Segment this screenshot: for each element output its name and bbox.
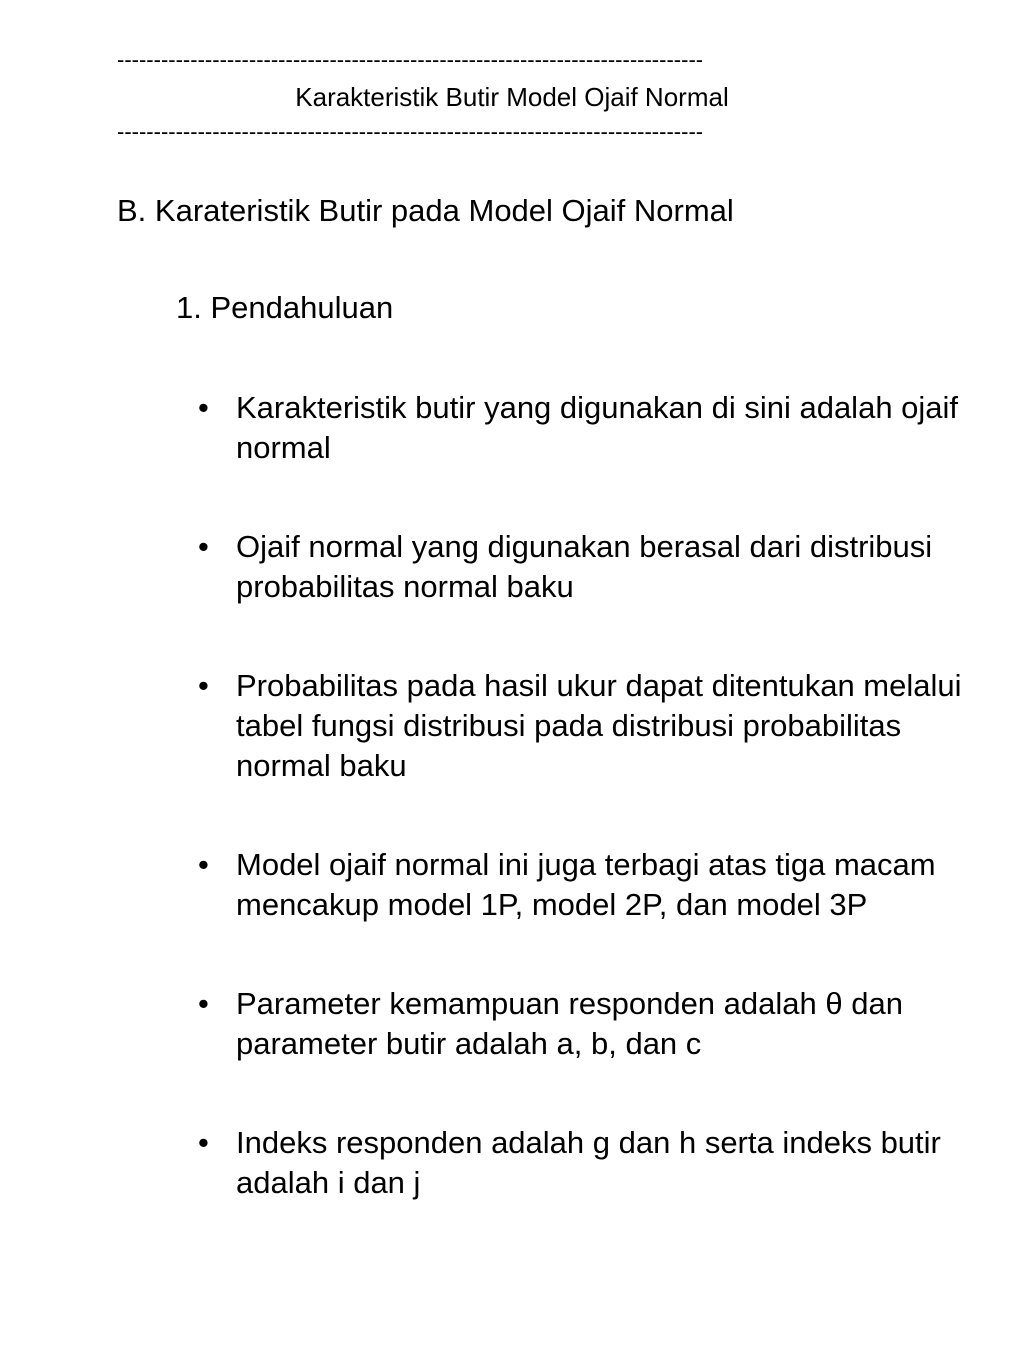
list-item	[198, 984, 988, 1064]
running-header-title: Karakteristik Butir Model Ojaif Normal	[295, 82, 729, 112]
bullet-list	[198, 388, 988, 1262]
header-divider-top: --------------------------------------------------------------------------------	[117, 48, 704, 72]
list-item-text: Model ojaif normal ini juga terbagi atas tiga macam mencakup model 1P, model 2P, dan model 3P	[236, 847, 936, 922]
list-item	[198, 845, 988, 925]
list-item	[198, 388, 988, 468]
bullet-icon: •	[198, 986, 209, 1021]
list-item-text: Parameter kemampuan responden adalah θ dan parameter butir adalah a, b, dan c	[236, 986, 903, 1061]
header-divider-bottom: --------------------------------------------------------------------------------	[117, 120, 704, 144]
list-item-text: Ojaif normal yang digunakan berasal dari distribusi probabilitas normal baku	[236, 529, 933, 604]
bullet-icon: •	[198, 1125, 209, 1160]
list-item-text: Karakteristik butir yang digunakan di sini adalah ojaif normal	[236, 390, 959, 465]
bullet-icon: •	[198, 668, 209, 703]
list-item	[198, 666, 988, 786]
subsection-heading: 1. Pendahuluan	[176, 290, 394, 325]
list-item	[198, 527, 988, 607]
section-heading: B. Karateristik Butir pada Model Ojaif Normal	[117, 193, 734, 228]
bullet-icon: •	[198, 847, 209, 882]
list-item-text: Probabilitas pada hasil ukur dapat ditentukan melalui tabel fungsi distribusi pada distribusi probabilitas normal baku	[236, 668, 962, 783]
bullet-icon: •	[198, 529, 209, 564]
list-item-text: Indeks responden adalah g dan h serta indeks butir adalah i dan j	[236, 1125, 941, 1200]
bullet-icon: •	[198, 390, 209, 425]
list-item	[198, 1123, 988, 1203]
